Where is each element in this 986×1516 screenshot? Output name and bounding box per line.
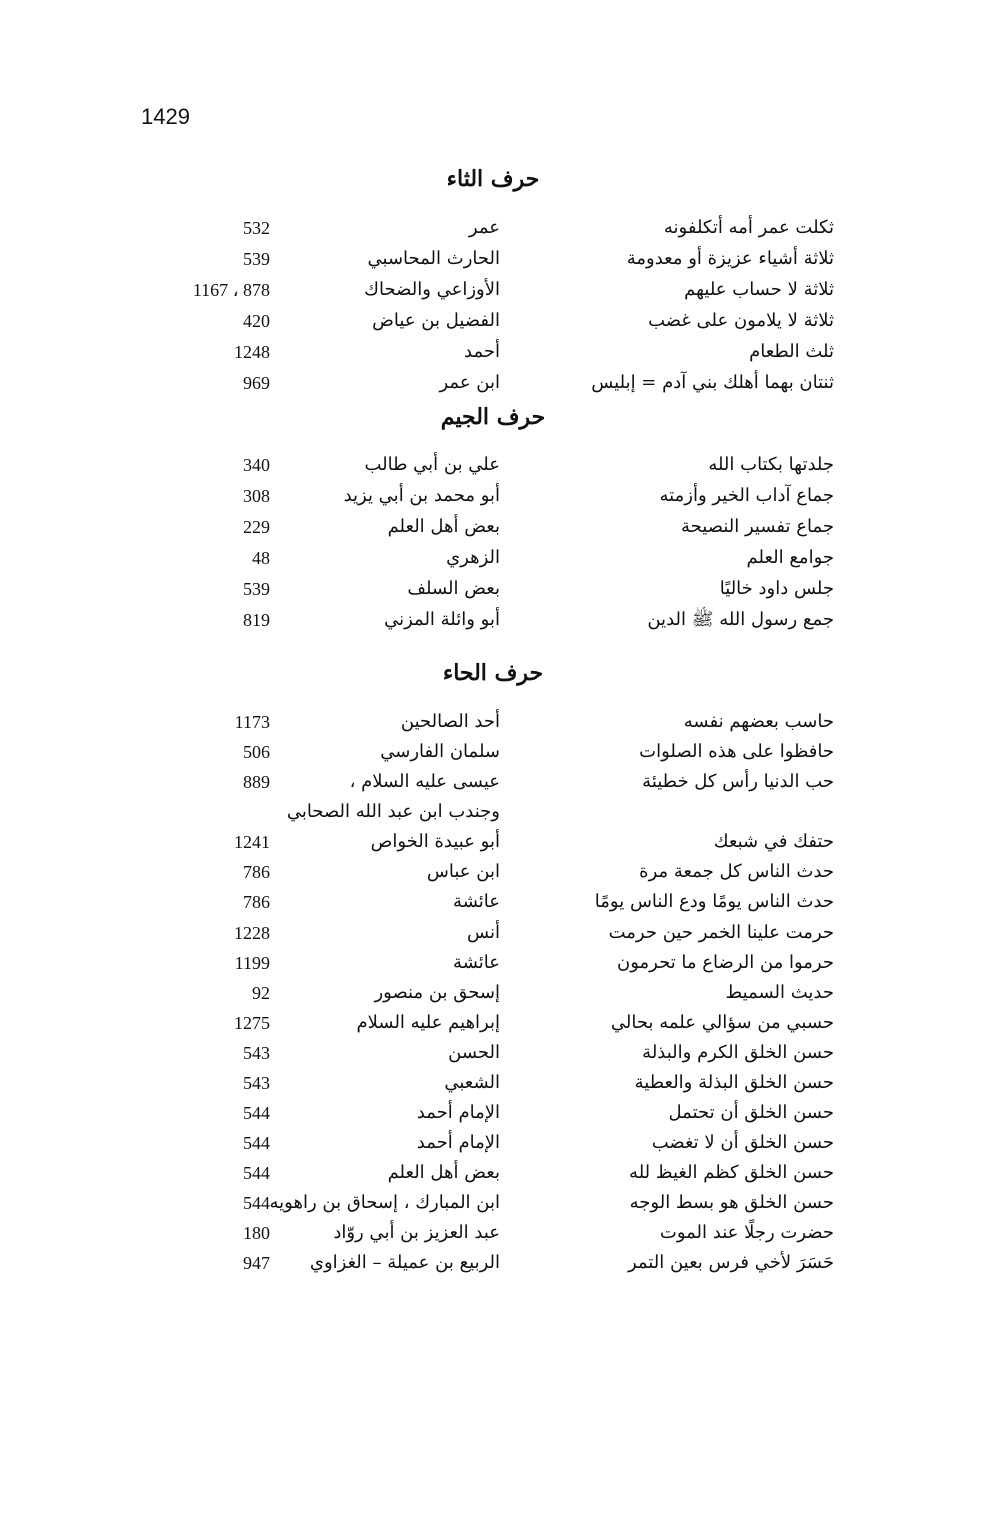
entry-title: ثلث الطعام [749, 341, 834, 362]
entry-source: الإمام أحمد [416, 1132, 500, 1153]
entry-source: عبد العزيز بن أبي روّاد [333, 1222, 500, 1243]
index-row [0, 1128, 986, 1158]
entry-title: جمع رسول الله ﷺ الدين [647, 609, 834, 630]
entry-page: 539 [243, 579, 270, 599]
entry-source: الفضيل بن عياض [372, 310, 500, 331]
entry-title: حتفك في شبعك [713, 831, 834, 852]
index-row [0, 605, 986, 635]
index-row [0, 1158, 986, 1188]
entry-source: أحمد [464, 341, 500, 362]
entry-page: 544 [243, 1193, 270, 1213]
index-row [0, 1188, 986, 1218]
index-row [0, 978, 986, 1008]
entry-source: الأوزاعي والضحاك [364, 279, 500, 300]
entry-source: بعض أهل العلم [387, 516, 500, 537]
entry-title: حسبي من سؤالي علمه بحالي [610, 1012, 834, 1033]
index-row [0, 737, 986, 767]
entry-title: حب الدنيا رأس كل خطيئة [642, 771, 834, 792]
section-heading: حرف الثاء [446, 166, 540, 192]
entry-page: 340 [243, 455, 270, 475]
entry-page: 420 [243, 311, 270, 331]
entry-page: 969 [243, 373, 270, 393]
entry-page: 1228 [234, 923, 270, 943]
entry-title: حاسب بعضهم نفسه [683, 711, 834, 732]
entry-source: أبو محمد بن أبي يزيد [343, 485, 500, 506]
entry-source: عائشة [453, 891, 500, 912]
entry-source: الشعبي [444, 1072, 500, 1093]
entry-title: ثلاثة أشياء عزيزة أو معدومة [626, 248, 834, 269]
entry-page: 229 [243, 517, 270, 537]
index-row [0, 1008, 986, 1038]
entry-source: الحارث المحاسبي [367, 248, 500, 269]
index-row [0, 707, 986, 737]
entry-page: 878 ، 1167 [192, 280, 270, 300]
entry-title: ثكلت عمر أمه أتكلفونه [663, 217, 834, 238]
index-row [0, 1218, 986, 1248]
index-row [0, 213, 986, 243]
entry-source: الإمام أحمد [416, 1102, 500, 1123]
entry-source: بعض أهل العلم [387, 1162, 500, 1183]
entry-source: أنس [467, 922, 500, 943]
entry-page: 180 [243, 1223, 270, 1243]
entry-page: 308 [243, 486, 270, 506]
entry-source: بعض السلف [407, 578, 500, 599]
entry-source: أبو عبيدة الخواص [370, 831, 500, 852]
entry-page: 92 [252, 983, 270, 1003]
entry-title: حرموا من الرضاع ما تحرمون [616, 952, 834, 973]
entry-source: عيسى عليه السلام ، [349, 771, 500, 792]
entry-source: إبراهيم عليه السلام [356, 1012, 500, 1033]
entry-source: أحد الصالحين [400, 711, 500, 732]
entry-title: حدث الناس يومًا ودع الناس يومًا [594, 891, 834, 912]
entry-page: 539 [243, 249, 270, 269]
index-row [0, 275, 986, 305]
entry-source: الحسن [448, 1042, 500, 1063]
entry-page: 786 [243, 862, 270, 882]
entry-title: ثنتان بهما أهلك بني آدم = إبليس [591, 372, 834, 393]
entry-page: 1275 [234, 1013, 270, 1033]
entry-page: 543 [243, 1073, 270, 1093]
entry-title: حدث الناس كل جمعة مرة [639, 861, 834, 882]
entry-title: حسن الخلق هو بسط الوجه [629, 1192, 834, 1213]
entry-source: عائشة [453, 952, 500, 973]
entry-title: جوامع العلم [746, 547, 834, 568]
entry-page: 48 [252, 548, 270, 568]
entry-title: ثلاثة لا حساب عليهم [684, 279, 834, 300]
entry-source: سلمان الفارسي [380, 741, 500, 762]
index-row [0, 1038, 986, 1068]
entry-page: 1199 [234, 953, 270, 973]
index-row [0, 368, 986, 398]
entry-title: جماع آداب الخير وأزمته [659, 485, 834, 506]
index-row [0, 574, 986, 604]
index-row [0, 481, 986, 511]
index-row [0, 543, 986, 573]
index-row [0, 857, 986, 887]
index-row [0, 887, 986, 917]
entry-title: جلس داود خاليًا [719, 578, 834, 599]
entry-source: ابن عباس [426, 861, 500, 882]
index-row [0, 827, 986, 857]
entry-page: 1248 [234, 342, 270, 362]
index-row [0, 1068, 986, 1098]
entry-page: 506 [243, 742, 270, 762]
entry-source: ابن المبارك ، إسحاق بن راهويه [269, 1192, 500, 1213]
entry-source: وجندب ابن عبد الله الصحابي [286, 801, 500, 822]
entry-page: 1241 [234, 832, 270, 852]
index-row [0, 797, 986, 827]
entry-title: حضرت رجلًا عند الموت [659, 1222, 834, 1243]
index-row [0, 1248, 986, 1278]
index-row [0, 337, 986, 367]
entry-title: جماع تفسير النصيحة [681, 516, 834, 537]
entry-source: إسحق بن منصور [374, 982, 500, 1003]
entry-source: علي بن أبي طالب [364, 454, 500, 475]
entry-page: 889 [243, 772, 270, 792]
section-heading: حرف الحاء [442, 660, 544, 686]
index-row [0, 512, 986, 542]
page-number: 1429 [141, 104, 190, 129]
entry-title: حديث السميط [725, 982, 834, 1003]
entry-title: حسن الخلق كظم الغيظ لله [629, 1162, 834, 1183]
index-row [0, 306, 986, 336]
index-row [0, 918, 986, 948]
entry-page: 1173 [234, 712, 270, 732]
entry-title: حَسَرَ لأخي فرس بعين التمر [628, 1252, 834, 1273]
entry-page: 819 [243, 610, 270, 630]
entry-title: حسن الخلق الكرم والبذلة [642, 1042, 834, 1063]
index-row [0, 244, 986, 274]
index-row [0, 948, 986, 978]
index-row [0, 767, 986, 797]
section-heading: حرف الجيم [440, 404, 546, 430]
entry-title: ثلاثة لا يلامون على غضب [648, 310, 834, 331]
entry-page: 786 [243, 892, 270, 912]
entry-page: 947 [243, 1253, 270, 1273]
entry-source: ابن عمر [439, 372, 500, 393]
index-row [0, 450, 986, 480]
entry-source: أبو وائلة المزني [384, 609, 500, 630]
entry-title: حرمت علينا الخمر حين حرمت [608, 922, 834, 943]
entry-page: 532 [243, 218, 270, 238]
entry-source: الزهري [446, 547, 500, 568]
index-row [0, 1098, 986, 1128]
entry-source: عمر [468, 217, 500, 238]
entry-title: حسن الخلق البذلة والعطية [634, 1072, 834, 1093]
entry-title: جلدتها بكتاب الله [708, 454, 834, 475]
entry-title: حسن الخلق أن تحتمل [668, 1102, 834, 1123]
entry-page: 544 [243, 1163, 270, 1183]
entry-source: الربيع بن عميلة – الغزاوي [309, 1252, 500, 1273]
entry-page: 544 [243, 1103, 270, 1123]
entry-page: 543 [243, 1043, 270, 1063]
entry-title: حسن الخلق أن لا تغضب [651, 1132, 834, 1153]
entry-title: حافظوا على هذه الصلوات [639, 741, 834, 762]
entry-page: 544 [243, 1133, 270, 1153]
